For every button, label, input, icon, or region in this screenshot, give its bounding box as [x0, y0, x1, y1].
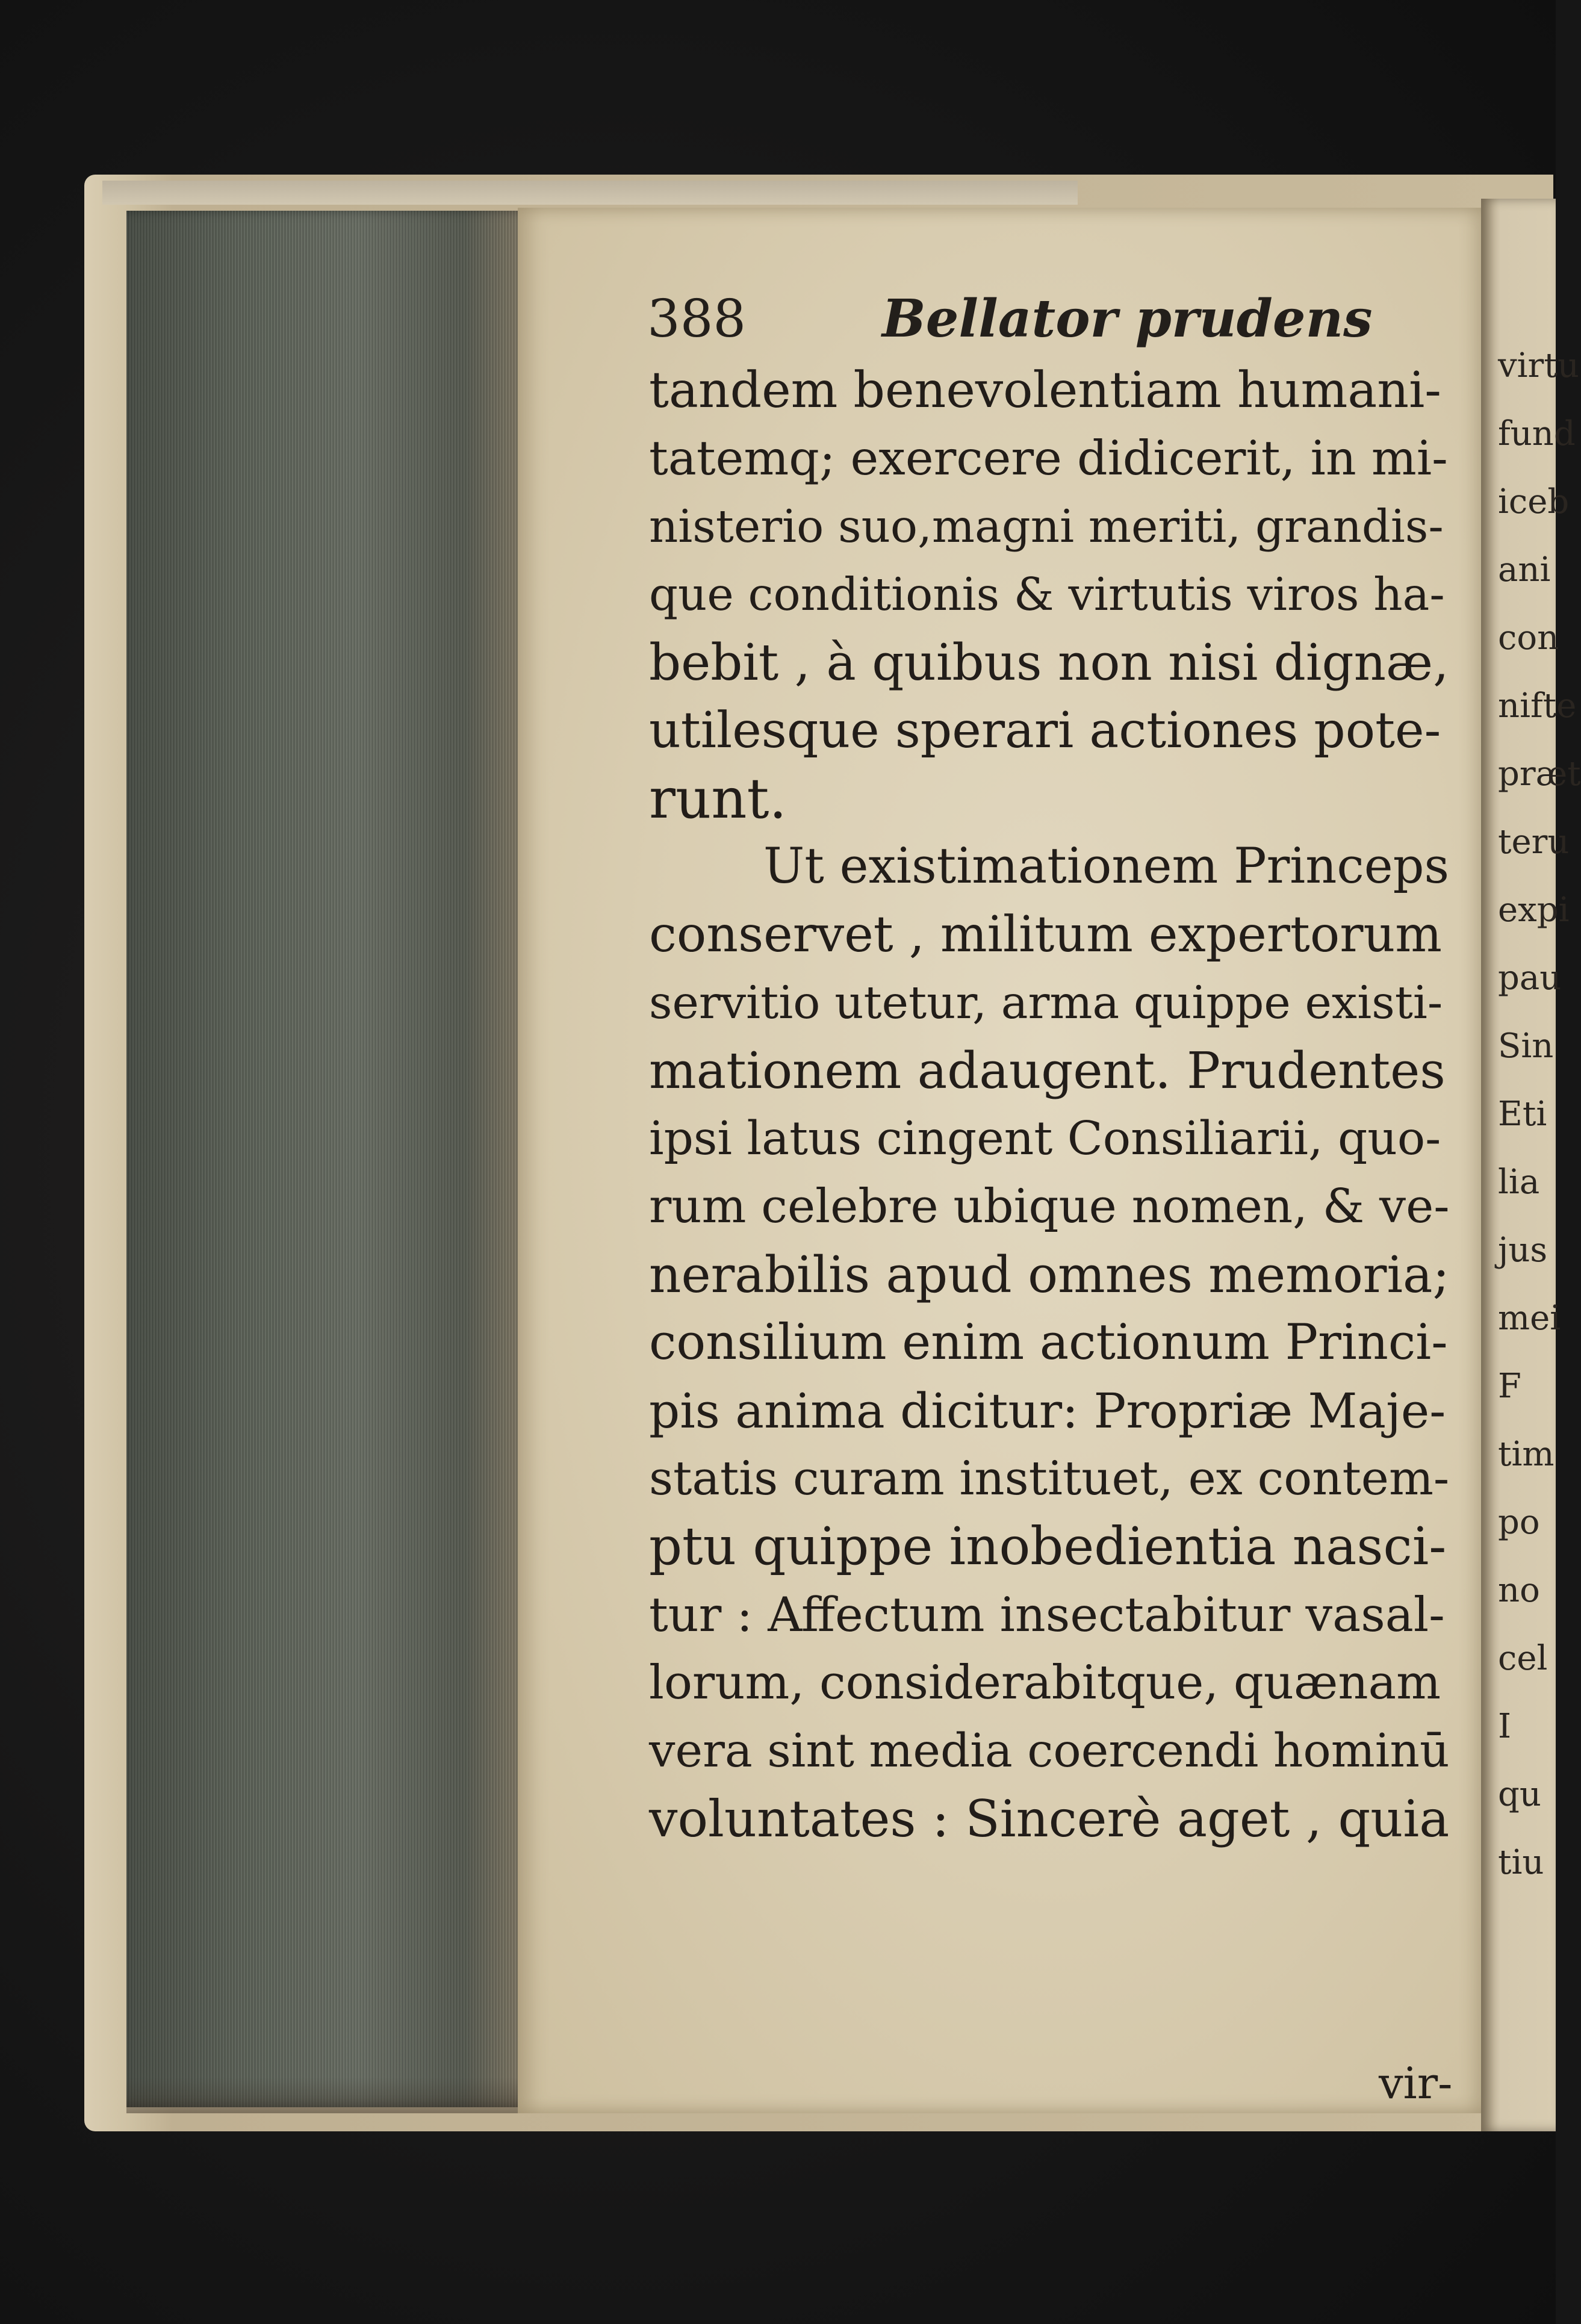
next-page-fragment: tiu — [1498, 1843, 1544, 1882]
text-line: consilium enim actionum Princi- — [649, 1314, 1448, 1371]
page-text-block — [649, 356, 1450, 1853]
running-head: Bellator prudens — [882, 288, 1373, 349]
text-line: ptu quippe inobedientia nasci- — [649, 1517, 1447, 1577]
next-page-fragment: tim — [1498, 1435, 1555, 1474]
next-page-fragment: jus — [1498, 1231, 1548, 1270]
text-line: mationem adaugent. Prudentes — [649, 1042, 1446, 1100]
next-page-fragment: lia — [1498, 1163, 1540, 1202]
text-line: Ut existimationem Princeps — [763, 838, 1450, 895]
page-header — [647, 286, 1430, 352]
book-page-right-fragment — [1481, 199, 1581, 2131]
text-line: lorum, considerabitque, quænam — [649, 1656, 1441, 1710]
page-block-shadow — [126, 2077, 548, 2113]
catchword: vir- — [1379, 2058, 1453, 2108]
next-page-fragment: qu — [1498, 1775, 1541, 1814]
next-page-fragment: fund — [1498, 414, 1576, 453]
text-line: nisterio suo,magni meriti, grandis- — [649, 500, 1444, 553]
text-line: conservet , militum expertorum — [649, 906, 1443, 963]
text-line: tandem benevolentiam humani- — [649, 362, 1442, 419]
next-page-fragment: Eti — [1498, 1095, 1547, 1134]
next-page-fragment: po — [1498, 1503, 1540, 1542]
next-page-fragment: præt — [1498, 754, 1581, 794]
next-page-fragment: expi — [1498, 890, 1570, 930]
next-page-fragment: virtu — [1498, 346, 1579, 385]
next-page-fragment: F — [1498, 1367, 1521, 1406]
text-line: servitio utetur, arma quippe existi- — [649, 976, 1443, 1029]
next-page-fragment: Sin — [1498, 1027, 1554, 1066]
text-line: voluntates : Sincerè aget , quia — [649, 1789, 1450, 1848]
page-number: 388 — [647, 289, 747, 349]
page-block-fore-edge — [126, 211, 548, 2107]
next-page-fragment: nifte — [1498, 686, 1577, 725]
text-line: utilesque sperari actiones pote- — [649, 702, 1441, 759]
text-line: bebit , à quibus non nisi dignæ, — [649, 633, 1449, 692]
text-line: ipsi latus cingent Consiliarii, quo- — [649, 1112, 1441, 1166]
next-page-fragment: I — [1498, 1707, 1512, 1746]
text-line: pis anima dicitur: Propriæ Maje- — [649, 1383, 1446, 1439]
text-line: tur : Affectum insectabitur vasal- — [649, 1587, 1445, 1642]
cover-top-edge — [102, 181, 1078, 205]
text-line: nerabilis apud omnes memoria; — [649, 1246, 1450, 1304]
text-line: rum celebre ubique nomen, & ve- — [649, 1179, 1450, 1234]
next-page-fragment: no — [1498, 1571, 1540, 1610]
next-page-fragment: mei — [1498, 1299, 1561, 1338]
text-line: vera sint media coercendi hominū — [649, 1724, 1450, 1778]
next-page-fragment: iceb — [1498, 482, 1570, 521]
text-line: tatemq; exercere didicerit, in mi- — [649, 430, 1448, 486]
text-line: que conditionis & virtutis viros ha- — [649, 568, 1445, 621]
next-page-fragment: teru — [1498, 822, 1570, 862]
text-line: statis curam instituet, ex contem- — [649, 1452, 1450, 1506]
next-page-fragment: ani — [1498, 550, 1551, 589]
next-page-fragment: cel — [1498, 1639, 1548, 1678]
next-page-fragment: pau — [1498, 958, 1562, 998]
text-line: runt. — [649, 766, 787, 831]
next-page-fragment: con — [1498, 618, 1559, 657]
